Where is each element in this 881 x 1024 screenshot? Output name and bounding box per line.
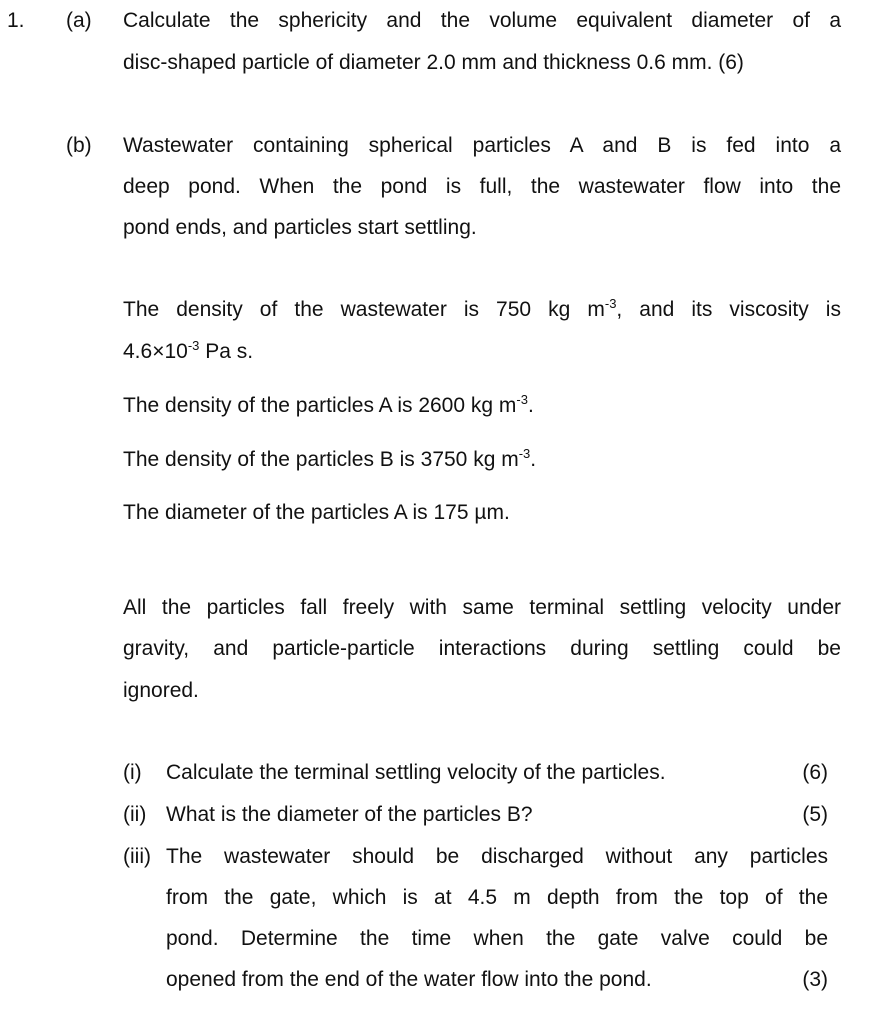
part-b-intro-line-2: deep pond. When the pond is full, the wastewater flow into the: [123, 175, 841, 198]
question-number: 1.: [7, 9, 25, 32]
part-b-label: (b): [66, 134, 92, 157]
viscosity-line: $4.6\times 10^{-3}$ Pa s.: [123, 338, 254, 363]
diameter-a-line: The diameter of the particles A is 175 µm.: [123, 501, 510, 524]
part-i-label: (i): [123, 761, 142, 784]
part-iii-line-3: pond. Determine the time when the gate valve could be: [166, 927, 828, 950]
part-i-marks: (6): [802, 761, 828, 784]
settling-line-1: All the particles fall freely with same terminal settling velocity under: [123, 596, 841, 619]
part-b-intro-line-1: Wastewater containing spherical particles A and B is fed into a: [123, 134, 841, 157]
settling-line-2: gravity, and particle-particle interactions during settling could be: [123, 637, 841, 660]
part-b-intro-line-3: pond ends, and particles start settling.: [123, 216, 477, 239]
part-ii-marks: (5): [802, 803, 828, 826]
part-ii-label: (ii): [123, 803, 147, 826]
part-i-text: Calculate the terminal settling velocity of the particles.: [166, 761, 666, 784]
wastewater-density-line: The density of the wastewater is 750 kg $m^{-3}$, and its viscosity is: [123, 296, 841, 321]
part-iii-line-1: The wastewater should be discharged without any particles: [166, 845, 828, 868]
part-iii-line-2: from the gate, which is at 4.5 m depth from the top of the: [166, 886, 828, 909]
part-ii-text: What is the diameter of the particles B?: [166, 803, 533, 826]
density-b-line: The density of the particles B is 3750 kg $m^{-3}$.: [123, 446, 537, 471]
part-a-line-2: disc-shaped particle of diameter 2.0 mm and thickness 0.6 mm. (6): [123, 51, 744, 74]
part-a-label: (a): [66, 9, 92, 32]
part-a-line-1: Calculate the sphericity and the volume equivalent diameter of a: [123, 9, 841, 32]
part-iii-marks: (3): [802, 968, 828, 991]
part-iii-label: (iii): [123, 845, 151, 868]
part-iii-line-4: opened from the end of the water flow into the pond.: [166, 968, 652, 991]
density-a-line: The density of the particles A is 2600 kg $m^{-3}$.: [123, 392, 534, 417]
settling-line-3: ignored.: [123, 679, 199, 702]
